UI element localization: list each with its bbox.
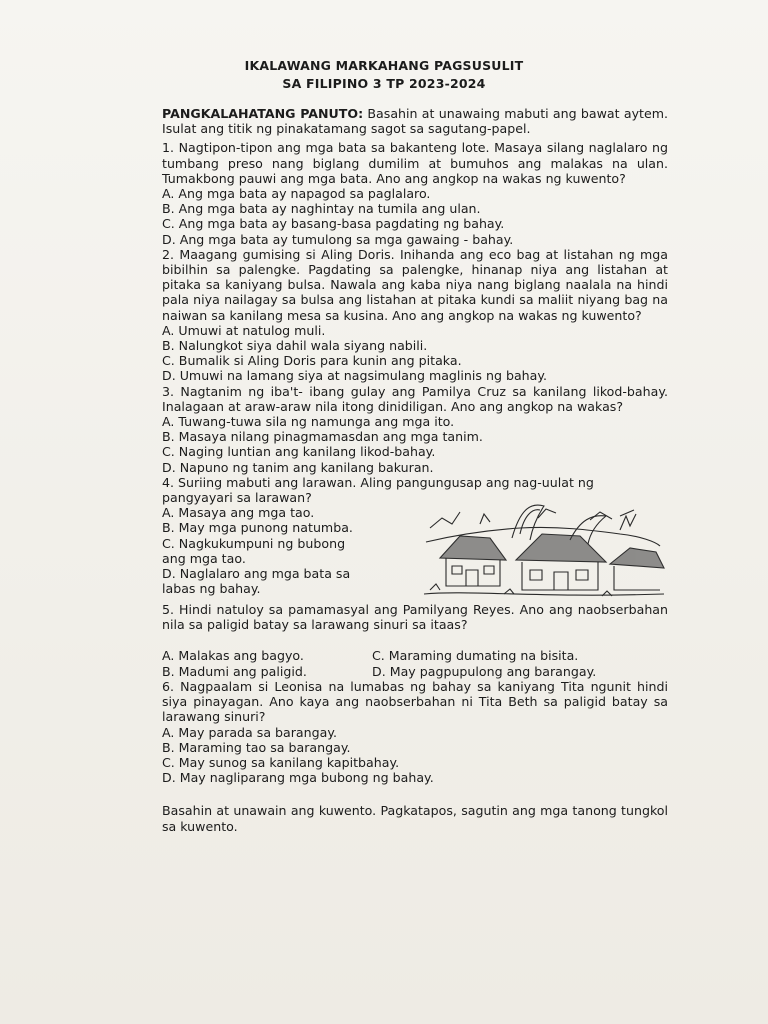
- question-5-option-b: B. Madumi ang paligid.: [162, 663, 307, 679]
- question-4-text: [162, 490, 418, 602]
- question-4-option-a: A. Masaya ang mga tao.: [162, 505, 315, 521]
- question-3-option-b: B. Masaya nilang pinagmamasdan ang mga tanim.: [162, 429, 483, 445]
- question-5-stem: 5. Hindi natuloy sa pamamasyal ang Pamilyang Reyes. Ano ang naobserbahan nila sa paligid batay sa larawang sinuri sa itaas?: [162, 602, 668, 633]
- question-6-stem: 6. Nagpaalam si Leonisa na lumabas ng bahay sa kaniyang Tita ngunit hindi siya pinayagan. Ano kaya ang naobserbahan ni Tita Beth sa paligid batay sa larawang sinuri?: [162, 678, 668, 725]
- question-2-option-c: C. Bumalik si Aling Doris para kunin ang pitaka.: [162, 353, 462, 369]
- question-3-option-c: C. Naging luntian ang kanilang likod-bahay.: [162, 444, 436, 460]
- exam-body: [162, 106, 668, 834]
- question-5-option-d: D. May pagpupulong ang barangay.: [372, 663, 597, 679]
- closing-instruction: Basahin at unawain ang kuwento. Pagkatapos, sagutin ang mga tanong tungkol sa kuwento.: [162, 803, 668, 834]
- question-5-option-c: C. Maraming dumating na bisita.: [372, 648, 579, 664]
- general-instructions: [162, 106, 668, 136]
- question-1-option-d: D. Ang mga bata ay tumulong sa mga gawaing - bahay.: [162, 231, 514, 247]
- question-4-option-d-cont: labas ng bahay.: [162, 581, 261, 597]
- question-6-option-b: B. Maraming tao sa barangay.: [162, 739, 351, 755]
- question-2-option-b: B. Nalungkot siya dahil wala siyang nabili.: [162, 338, 428, 354]
- question-6-option-d: D. May nagliparang mga bubong ng bahay.: [162, 770, 434, 786]
- exam-subtitle: SA FILIPINO 3 TP 2023-2024: [282, 76, 486, 91]
- question-4-block: [162, 490, 668, 602]
- storm-house-drawing: [420, 490, 666, 602]
- question-4-option-c-cont: ang mga tao.: [162, 550, 246, 566]
- question-5-options-row2: [162, 664, 668, 679]
- question-6-option-c: C. May sunog sa kanilang kapitbahay.: [162, 754, 400, 770]
- exam-title: IKALAWANG MARKAHANG PAGSUSULIT: [244, 58, 524, 73]
- question-4-stem-line1: 4. Suriing mabuti ang larawan. Aling pangungusap ang nag-uulat ng: [162, 474, 594, 490]
- question-4-stem-line2: pangyayari sa larawan?: [162, 490, 312, 506]
- question-6-option-a: A. May parada sa barangay.: [162, 724, 338, 740]
- question-3-option-a: A. Tuwang-tuwa sila ng namunga ang mga ito.: [162, 414, 455, 430]
- question-4-option-d: D. Naglalaro ang mga bata sa: [162, 566, 351, 582]
- question-4-option-b: B. May mga punong natumba.: [162, 520, 353, 536]
- question-1-option-b: B. Ang mga bata ay naghintay na tumila ang ulan.: [162, 201, 481, 217]
- question-1-option-a: A. Ang mga bata ay napagod sa paglalaro.: [162, 186, 431, 202]
- question-5-option-a: A. Malakas ang bagyo.: [162, 648, 304, 664]
- question-3-option-d: D. Napuno ng tanim ang kanilang bakuran.: [162, 459, 434, 475]
- question-2-option-d: D. Umuwi na lamang siya at nagsimulang maglinis ng bahay.: [162, 368, 548, 384]
- question-1-stem: 1. Nagtipon-tipon ang mga bata sa bakanteng lote. Masaya silang naglalaro ng tumbang preso nang biglang dumilim at bumuhos ang malakas na ulan. Tumakbong pauwi ang mga bata. Ano ang angkop na wakas ng kuwento?: [162, 140, 668, 186]
- question-1-option-c: C. Ang mga bata ay basang-basa pagdating ng bahay.: [162, 216, 505, 232]
- storm-house-illustration: [420, 490, 666, 602]
- question-3-stem: 3. Nagtanim ng iba't- ibang gulay ang Pamilya Cruz sa kanilang likod-bahay. Inalagaan at araw-araw nila itong dinidiligan. Ano ang angkop na wakas?: [162, 383, 668, 414]
- question-2-stem: 2. Maagang gumising si Aling Doris. Inihanda ang eco bag at listahan ng mga bibilhin sa palengke. Pagdating sa palengke, hinanap niya ang listahan at pitaka sa kaniyang bulsa. Nawala ang kaba niya nang biglang naalala na hindi pala niya nailagay sa bulsa ang listahan at pitaka kundi sa maliit niyang bag na naiwan sa kanilang mesa sa kusina. Ano ang angkop na wakas ng kuwento?: [162, 246, 668, 323]
- instructions-text: Basahin at unawaing mabuti ang bawat aytem. Isulat ang titik ng pinakatamang sagot sa sagutang-papel.: [162, 106, 668, 137]
- question-5-options-row1: [162, 648, 668, 663]
- instructions-label: PANGKALAHATANG PANUTO:: [162, 106, 364, 121]
- question-4-option-c: C. Nagkukumpuni ng bubong: [162, 535, 346, 551]
- question-2-option-a: A. Umuwi at natulog muli.: [162, 322, 326, 338]
